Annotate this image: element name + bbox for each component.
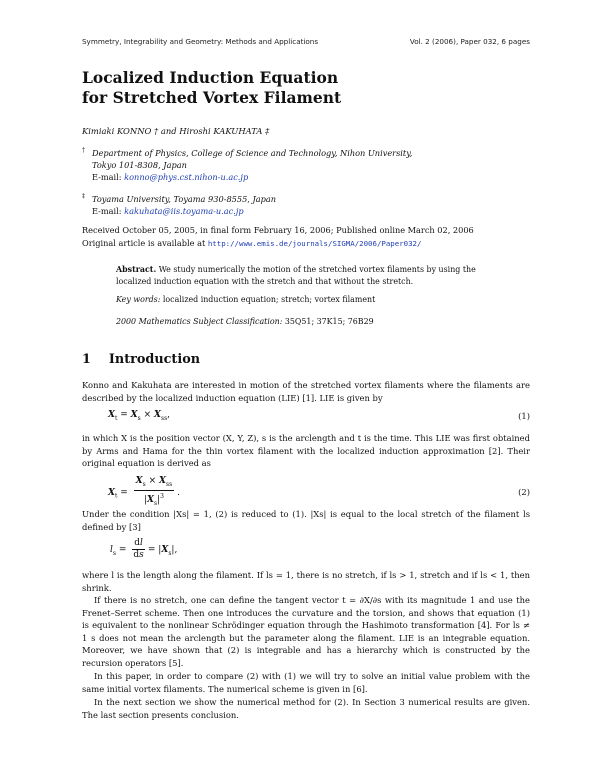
email-link[interactable]: kakuhata@iis.toyama-u.ac.jp xyxy=(124,206,244,216)
affiliation-line: Tokyo 101-8308, Japan xyxy=(92,160,187,170)
section-heading xyxy=(82,352,200,367)
affiliation-mark: † xyxy=(82,147,85,154)
msc-classification xyxy=(116,316,496,328)
authors: Kimiaki KONNO † and Hiroshi KAKUHATA ‡ xyxy=(82,126,270,136)
received-dates: Received October 05, 2005, in final form February 16, 2006; Published online March 02, 2006 xyxy=(82,225,474,235)
original-label: Original article is available at xyxy=(82,238,206,248)
email-label: E-mail: xyxy=(92,172,122,182)
journal-name: Symmetry, Integrability and Geometry: Methods and Applications xyxy=(82,37,319,46)
abstract-text: We study numerically the motion of the stretched vortex filaments by using the localized induction equation with the stretch and that without the stretch. xyxy=(116,265,476,286)
paragraph: If there is no stretch, one can define the tangent vector t = ∂X/∂s with its magnitude 1 and use the Frenet–Serret scheme. Then one introduces the curvature and the torsion, and shows that equation (1) is equivalent to the nonlinear Schrödinger equation through the Hashimoto transformation [4]. For ls ≠ 1 s does not mean the arclength but the parameter along the filament. LIE is an integrable equation. Moreover, we have shown that (2) is integrable and has a hierarchy which is constructed by the recursion operators [5]. xyxy=(82,595,530,668)
keywords xyxy=(116,294,496,306)
equation-number: (1) xyxy=(518,410,530,421)
email-label: E-mail: xyxy=(92,206,122,216)
affiliation-1 xyxy=(82,147,412,183)
affiliation-2 xyxy=(82,193,276,217)
keywords-label: Key words: xyxy=(116,295,161,304)
paragraph: where l is the length along the filament. If ls = 1, there is no stretch, if ls > 1, stretch and if ls < 1, then shrink. xyxy=(82,570,530,593)
paper-title xyxy=(82,68,341,108)
section-number: 1 xyxy=(82,352,91,367)
equation-expression: $X_t = X_s \times X_{ss}$, xyxy=(108,410,171,422)
equation-2 xyxy=(108,476,530,509)
publication-info xyxy=(82,224,474,250)
title-line-2: for Stretched Vortex Filament xyxy=(82,88,342,107)
paragraph: Konno and Kakuhata are interested in motion of the stretched vortex filaments where the filaments are described by the localized induction equation (LIE) [1]. LIE is given by xyxy=(82,380,530,403)
equation-expression: $l_s$ = $\frac{dl}{ds}$ = $|X_s|$, xyxy=(110,538,178,560)
paragraph: in which X is the position vector (X, Y, Z), s is the arclength and t is the time. This LIE was first obtained by Arms and Hama for the thin vortex filament with the localized induction approximation [2]. Their original equation is derived as xyxy=(82,433,530,469)
section-title: Introduction xyxy=(108,352,201,367)
paragraph: In this paper, in order to compare (2) with (1) we will try to solve an initial value problem with the same initial vortex filaments. The numerical scheme is given in [6]. xyxy=(82,671,530,694)
title-line-1: Localized Induction Equation xyxy=(82,68,339,87)
affiliation-line: Toyama University, Toyama 930-8555, Japan xyxy=(92,194,277,204)
equation-1 xyxy=(108,410,530,422)
keywords-text: localized induction equation; stretch; vortex filament xyxy=(162,295,376,304)
paragraph: In the next section we show the numerical method for (2). In Section 3 numerical results are given. The last section presents conclusion. xyxy=(82,697,530,720)
running-header xyxy=(82,37,530,46)
msc-label: 2000 Mathematics Subject Classification: xyxy=(116,317,283,326)
abstract-label: Abstract. xyxy=(116,265,157,274)
equation-3 xyxy=(110,538,532,561)
msc-codes: 35Q51; 37K15; 76B29 xyxy=(284,317,374,326)
affiliation-mark: ‡ xyxy=(82,193,85,200)
volume-info: Vol. 2 (2006), Paper 032, 6 pages xyxy=(409,37,530,46)
paragraph: Under the condition |Xs| = 1, (2) is reduced to (1). |Xs| is equal to the local stretch of the filament ls defined by [3] xyxy=(82,509,530,532)
original-url-link[interactable]: http://www.emis.de/journals/SIGMA/2006/Paper032/ xyxy=(207,239,422,248)
abstract xyxy=(116,264,496,287)
equation-number: (2) xyxy=(518,487,530,498)
affiliation-line: Department of Physics, College of Science and Technology, Nihon University, xyxy=(92,148,413,158)
equation-expression: $X_t$ = $\frac{X_s \times X_{ss}}{|X_s|^3}$ . xyxy=(108,476,181,507)
email-link[interactable]: konno@phys.cst.nihon-u.ac.jp xyxy=(124,172,249,182)
